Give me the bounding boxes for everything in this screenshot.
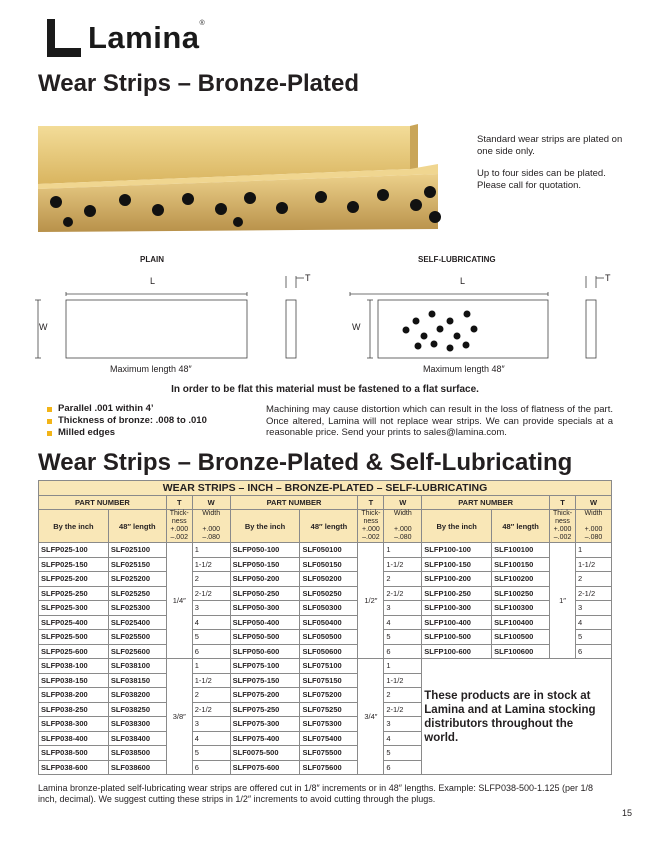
part-number-48-length: SLF075200 (300, 688, 358, 703)
t-header: T (358, 495, 384, 510)
part-number-48-length: SLF075150 (300, 673, 358, 688)
thickness-header: Thick- ness +.000 –.002 (166, 510, 192, 543)
width-value: 1-1/2 (192, 557, 230, 572)
plain-max-length: Maximum length 48″ (110, 364, 192, 374)
part-number-48-length: SLF100500 (492, 630, 550, 645)
part-number-by-inch: SLF0075-500 (230, 746, 300, 761)
part-number-48-length: SLF038200 (108, 688, 166, 703)
width-value: 3 (384, 601, 422, 616)
part-number-header: PART NUMBER (230, 495, 358, 510)
feature-item: Thickness of bronze: .008 to .010 (47, 415, 207, 427)
lamina-logo (47, 19, 205, 57)
width-value: 3 (192, 601, 230, 616)
part-number-48-length: SLF038250 (108, 702, 166, 717)
w-header: W (384, 495, 422, 510)
flat-surface-note: In order to be flat this material must be fastened to a flat surface. (171, 384, 479, 395)
width-value: 2-1/2 (384, 702, 422, 717)
feature-item: Parallel .001 within 4’ (47, 403, 207, 415)
plating-note-1: Standard wear strips are plated on one side only. (477, 134, 623, 157)
width-value: 4 (384, 731, 422, 746)
bullet-square-icon (47, 431, 52, 436)
by-inch-header: By the inch (39, 510, 109, 543)
part-number-by-inch: SLFP075-300 (230, 717, 300, 732)
width-value: 3 (576, 601, 612, 616)
part-number-by-inch: SLFP100-300 (422, 601, 492, 616)
part-number-by-inch: SLFP075-400 (230, 731, 300, 746)
part-number-by-inch: SLFP100-250 (422, 586, 492, 601)
feature-item: Milled edges (47, 427, 207, 439)
wear-strips-table (38, 480, 612, 775)
w-header: W (192, 495, 230, 510)
width-value: 1-1/2 (576, 557, 612, 572)
width-header: Width +.000 –.080 (192, 510, 230, 543)
part-number-by-inch: SLFP038-150 (39, 673, 109, 688)
width-header: Width +.000 –.080 (384, 510, 422, 543)
part-number-by-inch: SLFP100-150 (422, 557, 492, 572)
length-header: 48″ length (492, 510, 550, 543)
part-number-by-inch: SLFP025-300 (39, 601, 109, 616)
bullet-square-icon (47, 419, 52, 424)
part-number-48-length: SLF075250 (300, 702, 358, 717)
width-value: 6 (384, 644, 422, 659)
stock-note: These products are in stock at Lamina and at Lamina stocking distributors throughout the world. (422, 659, 612, 775)
part-number-48-length: SLF025600 (108, 644, 166, 659)
part-number-by-inch: SLFP038-500 (39, 746, 109, 761)
part-number-header: PART NUMBER (39, 495, 167, 510)
width-value: 1 (192, 543, 230, 558)
part-number-by-inch: SLFP050-500 (230, 630, 300, 645)
part-number-48-length: SLF050250 (300, 586, 358, 601)
part-number-48-length: SLF050200 (300, 572, 358, 587)
part-number-48-length: SLF038150 (108, 673, 166, 688)
part-number-48-length: SLF050300 (300, 601, 358, 616)
table-body-top (39, 543, 612, 659)
part-number-header: PART NUMBER (422, 495, 550, 510)
part-number-by-inch: SLFP025-600 (39, 644, 109, 659)
part-number-48-length: SLF100150 (492, 557, 550, 572)
wear-strips-illustration (38, 124, 458, 234)
table-row (39, 615, 612, 630)
part-number-by-inch: SLFP100-200 (422, 572, 492, 587)
w-header: W (576, 495, 612, 510)
part-number-by-inch: SLFP100-400 (422, 615, 492, 630)
width-header: Width +.000 –.080 (576, 510, 612, 543)
t-header: T (166, 495, 192, 510)
part-number-48-length: SLF075600 (300, 760, 358, 775)
table-row (39, 557, 612, 572)
by-inch-header: By the inch (422, 510, 492, 543)
width-value: 2 (384, 572, 422, 587)
length-header: 48″ length (300, 510, 358, 543)
width-value: 5 (192, 746, 230, 761)
part-number-48-length: SLF100200 (492, 572, 550, 587)
part-number-48-length: SLF100300 (492, 601, 550, 616)
part-number-by-inch: SLFP025-150 (39, 557, 109, 572)
width-value: 1 (192, 659, 230, 674)
part-number-48-length: SLF025300 (108, 601, 166, 616)
page-number: 15 (622, 808, 633, 818)
table-row (39, 601, 612, 616)
width-value: 1-1/2 (384, 557, 422, 572)
part-number-48-length: SLF038400 (108, 731, 166, 746)
selflub-width-label: W (352, 322, 361, 332)
width-value: 3 (192, 717, 230, 732)
thickness-value: 1″ (550, 543, 576, 659)
width-value: 2-1/2 (576, 586, 612, 601)
thickness-value: 3/4″ (358, 659, 384, 775)
self-lubricating-label: SELF-LUBRICATING (418, 255, 496, 264)
part-number-by-inch: SLFP100-100 (422, 543, 492, 558)
part-number-48-length: SLF100100 (492, 543, 550, 558)
part-number-48-length: SLF050500 (300, 630, 358, 645)
table-title: WEAR STRIPS – INCH – BRONZE-PLATED – SELF-LUBRICATING (39, 481, 612, 496)
part-number-by-inch: SLFP075-100 (230, 659, 300, 674)
part-number-48-length: SLF050150 (300, 557, 358, 572)
table-row (39, 644, 612, 659)
selflub-thickness-label: T (605, 273, 611, 283)
part-number-48-length: SLF100400 (492, 615, 550, 630)
thickness-value: 1/4″ (166, 543, 192, 659)
part-number-48-length: SLF100600 (492, 644, 550, 659)
part-number-by-inch: SLFP050-100 (230, 543, 300, 558)
part-number-48-length: SLF038500 (108, 746, 166, 761)
part-number-by-inch: SLFP050-250 (230, 586, 300, 601)
part-number-by-inch: SLFP100-500 (422, 630, 492, 645)
width-value: 2 (576, 572, 612, 587)
part-number-by-inch: SLFP025-500 (39, 630, 109, 645)
part-number-48-length: SLF075300 (300, 717, 358, 732)
table-row (39, 543, 612, 558)
width-value: 2 (192, 688, 230, 703)
part-number-by-inch: SLFP025-200 (39, 572, 109, 587)
part-number-by-inch: SLFP038-400 (39, 731, 109, 746)
part-number-48-length: SLF025200 (108, 572, 166, 587)
width-value: 4 (192, 615, 230, 630)
width-value: 4 (192, 731, 230, 746)
thickness-value: 3/8″ (166, 659, 192, 775)
part-number-by-inch: SLFP038-300 (39, 717, 109, 732)
part-number-48-length: SLF075400 (300, 731, 358, 746)
width-value: 6 (576, 644, 612, 659)
width-value: 1 (576, 543, 612, 558)
width-value: 2-1/2 (192, 586, 230, 601)
part-number-by-inch: SLFP075-250 (230, 702, 300, 717)
width-value: 5 (384, 746, 422, 761)
lamina-logo-mark-icon (47, 19, 81, 57)
part-number-by-inch: SLFP050-200 (230, 572, 300, 587)
part-number-by-inch: SLFP050-150 (230, 557, 300, 572)
part-number-48-length: SLF038600 (108, 760, 166, 775)
part-number-48-length: SLF038300 (108, 717, 166, 732)
part-number-48-length: SLF025500 (108, 630, 166, 645)
part-number-48-length: SLF025150 (108, 557, 166, 572)
machining-note: Machining may cause distortion which can result in the loss of flatness of the part. Once altered, Lamina will not replace wear strips. We can provide specials at a reasonable price. Send your prints to sales@lamina.com. (266, 404, 613, 438)
t-header: T (550, 495, 576, 510)
part-number-by-inch: SLFP100-600 (422, 644, 492, 659)
width-value: 2 (192, 572, 230, 587)
part-number-48-length: SLF025400 (108, 615, 166, 630)
width-value: 4 (384, 615, 422, 630)
thickness-header: Thick- ness +.000 –.002 (358, 510, 384, 543)
part-number-by-inch: SLFP038-200 (39, 688, 109, 703)
by-inch-header: By the inch (230, 510, 300, 543)
part-number-by-inch: SLFP038-250 (39, 702, 109, 717)
width-value: 2-1/2 (384, 586, 422, 601)
plating-note-2: Up to four sides can be plated. Please call for quotation. (477, 168, 606, 191)
brand-name: Lamina® (88, 20, 206, 55)
part-number-48-length: SLF025250 (108, 586, 166, 601)
part-number-48-length: SLF038100 (108, 659, 166, 674)
width-value: 6 (384, 760, 422, 775)
width-value: 6 (192, 644, 230, 659)
width-value: 2-1/2 (192, 702, 230, 717)
table-row (39, 630, 612, 645)
width-value: 1 (384, 543, 422, 558)
width-value: 5 (192, 630, 230, 645)
part-number-48-length: SLF025100 (108, 543, 166, 558)
selflub-max-length: Maximum length 48″ (423, 364, 505, 374)
width-value: 4 (576, 615, 612, 630)
width-value: 1 (384, 659, 422, 674)
width-value: 5 (576, 630, 612, 645)
part-number-by-inch: SLFP025-250 (39, 586, 109, 601)
part-number-48-length: SLF075500 (300, 746, 358, 761)
part-number-by-inch: SLFP025-100 (39, 543, 109, 558)
plating-note (477, 134, 627, 202)
plain-width-label: W (39, 322, 48, 332)
part-number-48-length: SLF050400 (300, 615, 358, 630)
width-value: 2 (384, 688, 422, 703)
part-number-by-inch: SLFP075-200 (230, 688, 300, 703)
part-number-by-inch: SLFP050-400 (230, 615, 300, 630)
table-body-bottom (39, 659, 612, 775)
features-list (47, 403, 207, 439)
thickness-value: 1/2″ (358, 543, 384, 659)
part-number-by-inch: SLFP025-400 (39, 615, 109, 630)
part-number-by-inch: SLFP075-150 (230, 673, 300, 688)
plain-label: PLAIN (140, 255, 164, 264)
bullet-square-icon (47, 407, 52, 412)
table-row (39, 586, 612, 601)
part-number-by-inch: SLFP038-600 (39, 760, 109, 775)
part-number-48-length: SLF050600 (300, 644, 358, 659)
part-number-by-inch: SLFP038-100 (39, 659, 109, 674)
table-row (39, 659, 612, 674)
part-number-48-length: SLF050100 (300, 543, 358, 558)
plain-length-label: L (150, 276, 156, 286)
width-value: 6 (192, 760, 230, 775)
length-header: 48″ length (108, 510, 166, 543)
part-number-by-inch: SLFP075-600 (230, 760, 300, 775)
section-title-self-lubricating: Wear Strips – Bronze-Plated & Self-Lubricating (38, 449, 573, 476)
plain-thickness-label: T (305, 273, 311, 283)
part-number-by-inch: SLFP050-300 (230, 601, 300, 616)
footnote: Lamina bronze-plated self-lubricating wear strips are offered cut in 1/8″ increments or in 48″ lengths. Example: SLFP038-500-1.125 (per 1/8 inch, decimal). We suggest cutting these strips in 1/2″ increments to avoid cutting through the plugs. (38, 783, 594, 804)
width-value: 1-1/2 (384, 673, 422, 688)
dimension-diagrams (30, 268, 620, 368)
width-value: 1-1/2 (192, 673, 230, 688)
width-value: 3 (384, 717, 422, 732)
part-number-48-length: SLF075100 (300, 659, 358, 674)
part-number-by-inch: SLFP050-600 (230, 644, 300, 659)
width-value: 5 (384, 630, 422, 645)
table-row (39, 572, 612, 587)
selflub-length-label: L (460, 276, 466, 286)
part-number-48-length: SLF100250 (492, 586, 550, 601)
section-title-bronze-plated: Wear Strips – Bronze-Plated (38, 70, 359, 97)
thickness-header: Thick- ness +.000 –.002 (550, 510, 576, 543)
